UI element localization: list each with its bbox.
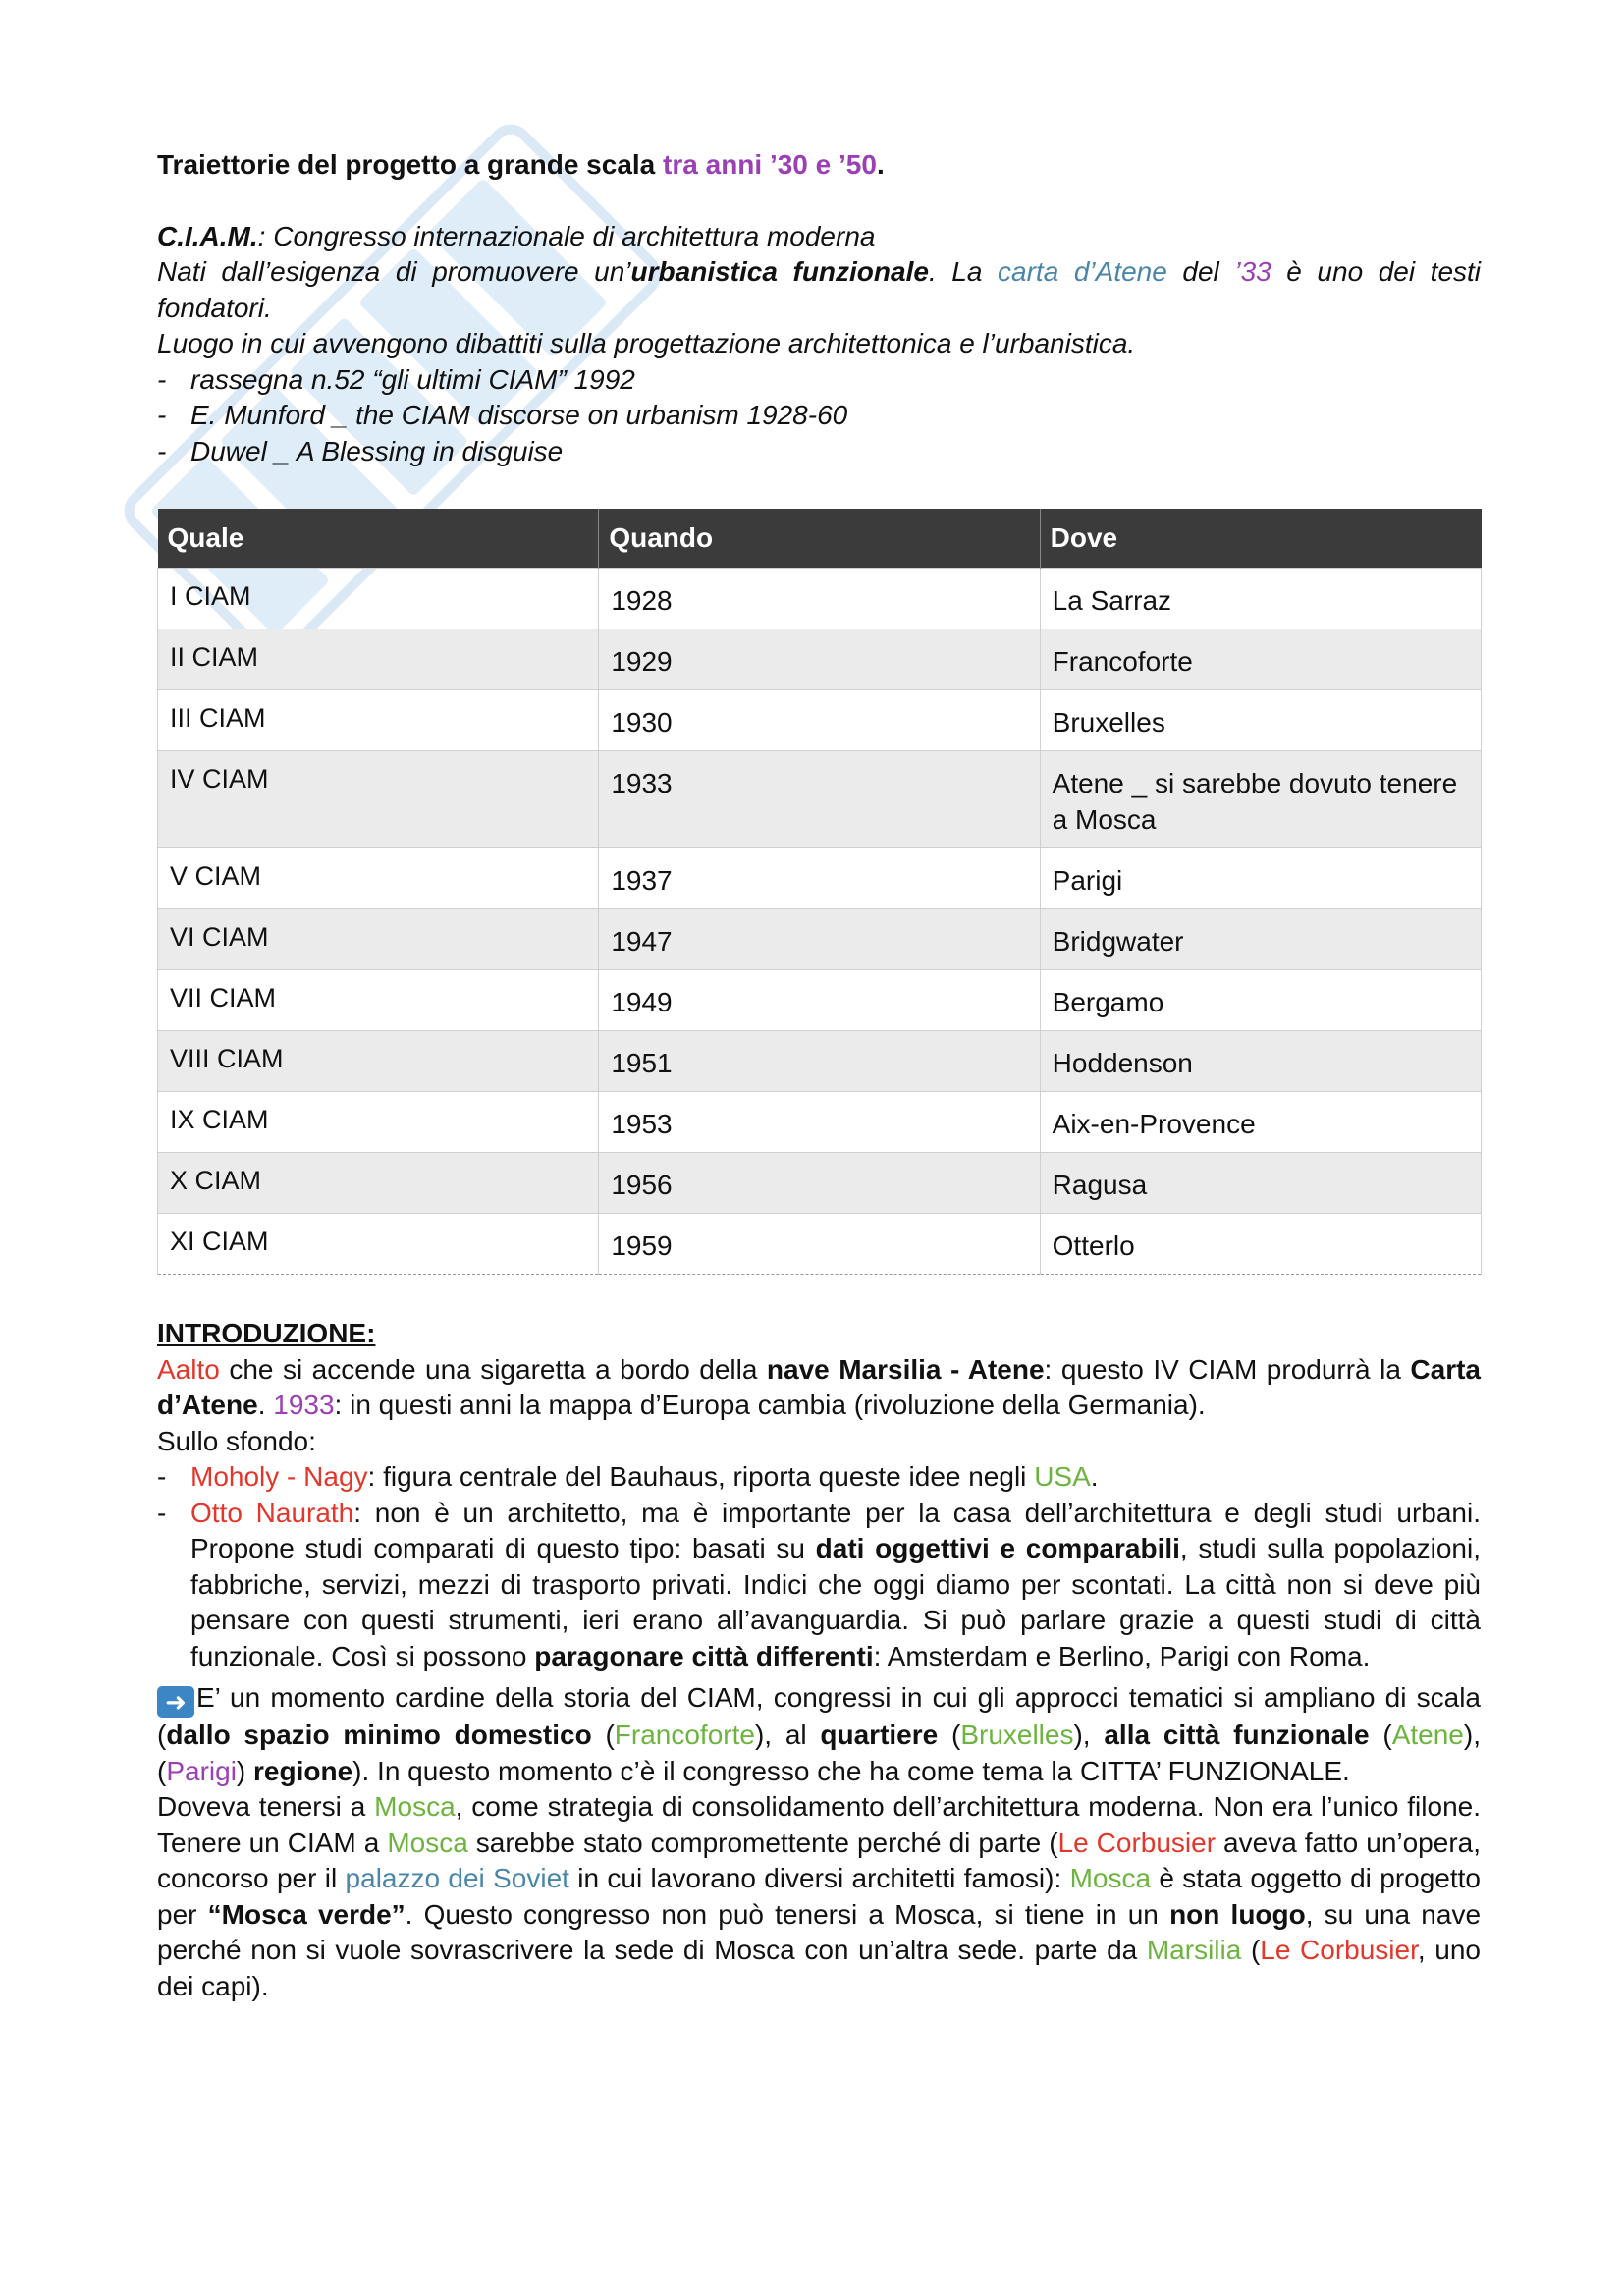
cell-quale: VI CIAM (158, 909, 599, 970)
table-row (158, 1153, 1482, 1214)
table-header-row (158, 509, 1482, 569)
cell-quando: 1951 (599, 1031, 1040, 1092)
table-row (158, 1214, 1482, 1275)
cell-quale: V CIAM (158, 848, 599, 909)
list-item: - Otto Naurath: non è un architetto, ma è importante per la casa dell’architettura e degli studi urbani. Propone studi comparati di questo tipo: basati su dati oggettivi e comparabili, studi sulla popolazioni, fabbriche, servizi, mezzi di trasporto privati. Indici che oggi diamo per scontati. La città non si deve più pensare con questi strumenti, ieri erano all’avanguardia. Si può parlare grazie a questi studi di città funzionale. Così si possono paragonare città differenti: Amsterdam e Berlino, Parigi con Roma. (157, 1496, 1481, 1675)
cell-quale: IV CIAM (158, 751, 599, 848)
list-item: - Duwel _ A Blessing in disguise (157, 434, 1481, 470)
ciam-debate-paragraph: Luogo in cui avvengono dibattiti sulla progettazione architettonica e l’urbanistica. (157, 328, 1136, 358)
background-list (157, 1459, 1481, 1674)
cell-quando: 1949 (599, 970, 1040, 1031)
table-row (158, 848, 1482, 909)
ciam-origin-paragraph: Nati dall’esigenza di promuovere un’urbanistica funzionale. La carta d’Atene del ’33 è uno dei testi fondatori. (157, 256, 1482, 323)
cell-dove: La Sarraz (1040, 569, 1481, 629)
document-page (157, 147, 1481, 2004)
cardinal-moment-paragraph: ➜ E’ un momento cardine della storia del CIAM, congressi in cui gli approcci tematici si ampliano di scala (dallo spazio minimo domestico (Francoforte), al quartiere (Bruxelles), alla città funzionale (Atene), (Parigi) regione). In questo momento c’è il congresso che ha come tema la CITTA’ FUNZIONALE. (157, 1682, 1481, 1786)
table-row (158, 751, 1482, 848)
list-item: - rassegna n.52 “gli ultimi CIAM” 1992 (157, 362, 1481, 399)
cell-dove: Aix-en-Provence (1040, 1092, 1481, 1153)
cell-quale: III CIAM (158, 690, 599, 751)
table-row (158, 909, 1482, 970)
ciam-intro: C.I.A.M.: Congresso internazionale di architettura moderna Nati dall’esigenza di promuovere un’urbanistica funzionale. La carta d’Atene del ’33 è uno dei testi fondatori. Luogo in cui avvengono dibattiti sulla progettazione architettonica e l’urbanistica. - rassegna n.52 “gli ultimi CIAM” 1992 - E. Munford _ the CIAM discorse on urbanism 1928-60 - Duwel _ A Blessing in disguise (157, 219, 1481, 470)
cell-quando: 1956 (599, 1153, 1040, 1214)
ciam-table (157, 509, 1482, 1275)
cell-quale: I CIAM (158, 569, 599, 629)
header-dove: Dove (1040, 509, 1481, 569)
cell-dove: Hoddenson (1040, 1031, 1481, 1092)
cell-dove: Ragusa (1040, 1153, 1481, 1214)
list-item: - Moholy - Nagy: figura centrale del Bauhaus, riporta queste idee negli USA. (157, 1459, 1481, 1496)
ciam-abbr: C.I.A.M. (157, 220, 258, 251)
cell-quando: 1937 (599, 848, 1040, 909)
cell-quale: VII CIAM (158, 970, 599, 1031)
cell-quale: X CIAM (158, 1153, 599, 1214)
cell-dove: Atene _ si sarebbe dovuto tenere a Mosca (1040, 751, 1481, 848)
table-row (158, 629, 1482, 690)
cell-quando: 1930 (599, 690, 1040, 751)
table-row (158, 690, 1482, 751)
cell-quando: 1947 (599, 909, 1040, 970)
cell-dove: Bruxelles (1040, 690, 1481, 751)
table-row (158, 970, 1482, 1031)
introduction-heading: INTRODUZIONE: (157, 1318, 376, 1348)
introduction-paragraph: Aalto che si accende una sigaretta a bordo della nave Marsilia - Atene: questo IV CIAM produrrà la Carta d’Atene. 1933: in questi anni la mappa d’Europa cambia (rivoluzione della Germania). (157, 1353, 1481, 1420)
table-row (158, 1092, 1482, 1153)
cell-dove: Francoforte (1040, 629, 1481, 690)
cell-dove: Otterlo (1040, 1214, 1481, 1275)
right-arrow-icon: ➜ (157, 1686, 194, 1718)
cell-quale: XI CIAM (158, 1214, 599, 1275)
cell-quando: 1929 (599, 629, 1040, 690)
cell-quando: 1953 (599, 1092, 1040, 1153)
cell-quando: 1959 (599, 1214, 1040, 1275)
cell-quale: II CIAM (158, 629, 599, 690)
header-quale: Quale (158, 509, 599, 569)
cell-quale: IX CIAM (158, 1092, 599, 1153)
mosca-paragraph: Doveva tenersi a Mosca, come strategia di consolidamento dell’architettura moderna. Non era l’unico filone. Tenere un CIAM a Mosca sarebbe stato compromettente perché di parte (Le Corbusier aveva fatto un’opera, concorso per il palazzo dei Soviet in cui lavorano diversi architetti famosi): Mosca è stata oggetto di progetto per “Mosca verde”. Questo congresso non può tenersi a Mosca, si tiene in un non luogo, su una nave perché non si vuole sovrascrivere la sede di Mosca con un’altra sede. parte da Marsilia (Le Corbusier, uno dei capi). (157, 1791, 1482, 2001)
cell-quando: 1933 (599, 751, 1040, 848)
cell-quale: VIII CIAM (158, 1031, 599, 1092)
cell-dove: Bridgwater (1040, 909, 1481, 970)
header-quando: Quando (599, 509, 1040, 569)
cell-dove: Bergamo (1040, 970, 1481, 1031)
background-label: Sullo sfondo: (157, 1425, 316, 1456)
table-row (158, 1031, 1482, 1092)
cell-dove: Parigi (1040, 848, 1481, 909)
reference-list (157, 362, 1481, 470)
list-item: - E. Munford _ the CIAM discorse on urbanism 1928-60 (157, 398, 1481, 434)
page-title: Traiettorie del progetto a grande scala tra anni ’30 e ’50. (157, 149, 885, 180)
table-row (158, 569, 1482, 629)
cell-quando: 1928 (599, 569, 1040, 629)
